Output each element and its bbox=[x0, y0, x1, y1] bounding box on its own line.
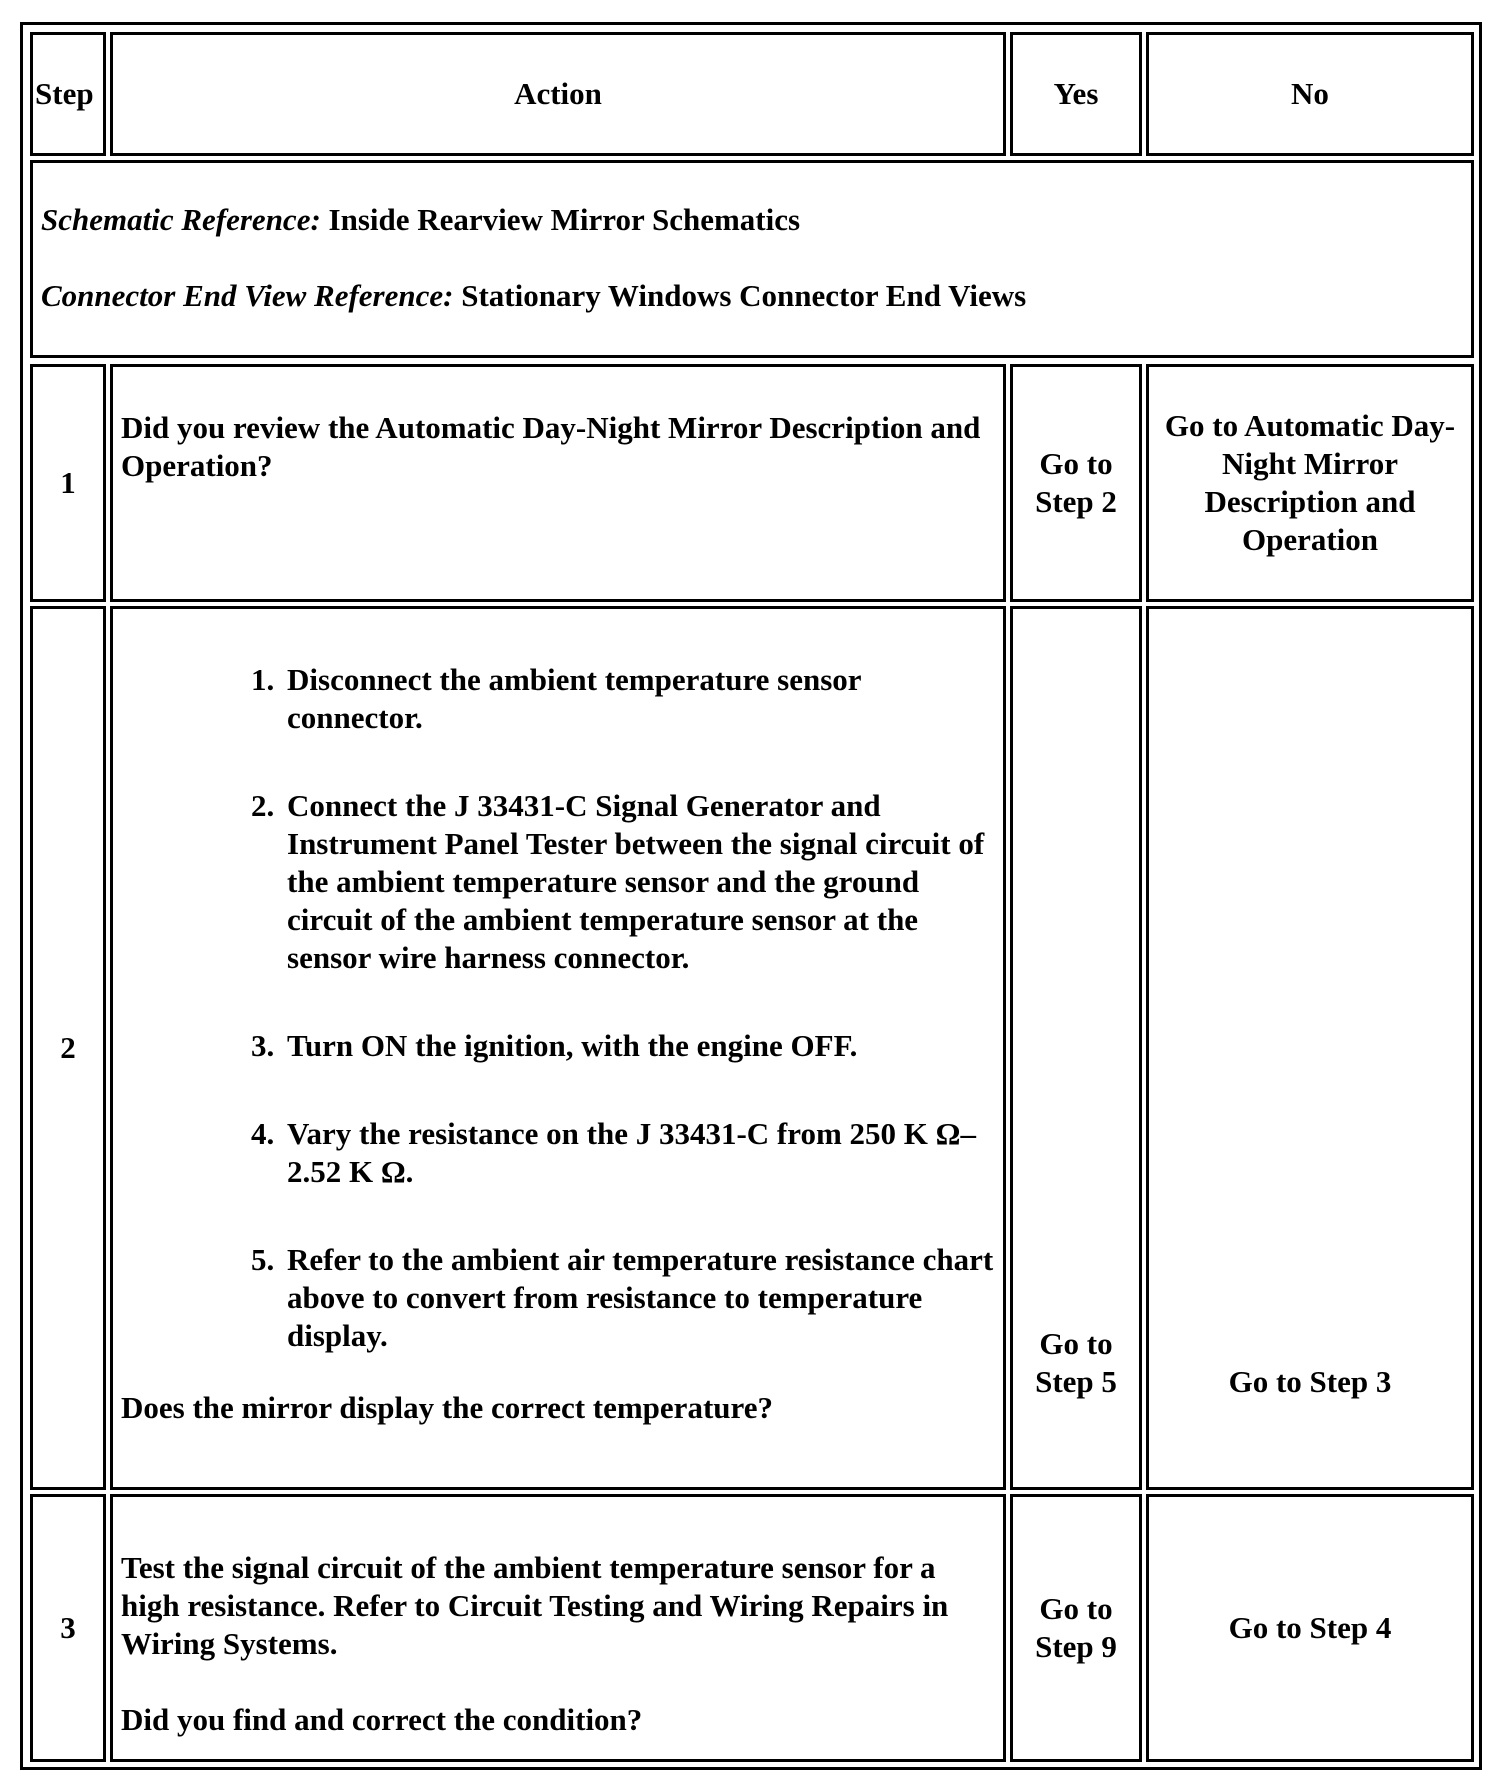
step-2-number: 2 bbox=[30, 606, 106, 1490]
substep bbox=[251, 1115, 995, 1191]
references-row bbox=[30, 160, 1474, 358]
substep bbox=[251, 661, 995, 737]
connector-reference bbox=[41, 277, 1471, 315]
substep bbox=[251, 1027, 995, 1065]
substep-text: Connect the J 33431-C Signal Generator and Instrument Panel Tester between the signal circuit of the ambient temperature sensor and the ground circuit of the ambient temperature sensor at the sensor wire harness connector. bbox=[287, 788, 985, 975]
step-1-no: Go to Automatic Day-Night Mirror Description and Operation bbox=[1146, 364, 1474, 602]
step-2-no: Go to Step 3 bbox=[1146, 606, 1474, 1490]
substep-text: Refer to the ambient air temperature resistance chart above to convert from resistance to temperature display. bbox=[287, 1242, 994, 1353]
step-3-instruction: Test the signal circuit of the ambient temperature sensor for a high resistance. Refer to Circuit Testing and Wiring Repairs in Wiring Systems. bbox=[121, 1550, 949, 1661]
substep-number: 3. bbox=[251, 1028, 275, 1063]
header-action: Action bbox=[110, 32, 1006, 156]
step-1-number: 1 bbox=[30, 364, 106, 602]
connector-reference-label: Connector End View Reference: bbox=[41, 278, 454, 313]
substep bbox=[251, 1241, 995, 1355]
step-2-question: Does the mirror display the correct temperature? bbox=[121, 1390, 773, 1425]
substep-text: Disconnect the ambient temperature sensor connector. bbox=[287, 662, 861, 735]
step-3-yes: Go to Step 9 bbox=[1010, 1494, 1142, 1762]
substep-number: 1. bbox=[251, 662, 275, 697]
substep-text: Vary the resistance on the J 33431-C from 250 K Ω–2.52 K Ω. bbox=[287, 1116, 976, 1189]
step-2-substeps bbox=[121, 661, 995, 1355]
step-3-action bbox=[110, 1494, 1006, 1762]
connector-reference-value: Stationary Windows Connector End Views bbox=[461, 278, 1027, 313]
schematic-reference bbox=[41, 201, 1471, 239]
substep-number: 5. bbox=[251, 1242, 275, 1277]
header-no: No bbox=[1146, 32, 1474, 156]
substep bbox=[251, 787, 995, 977]
step-2-action bbox=[110, 606, 1006, 1490]
substep-number: 2. bbox=[251, 788, 275, 823]
substep-text: Turn ON the ignition, with the engine OFF. bbox=[287, 1028, 858, 1063]
step-3-number: 3 bbox=[30, 1494, 106, 1762]
step-2-yes: Go to Step 5 bbox=[1010, 606, 1142, 1490]
step-3-no: Go to Step 4 bbox=[1146, 1494, 1474, 1762]
header-yes: Yes bbox=[1010, 32, 1142, 156]
step-3-question: Did you find and correct the condition? bbox=[121, 1702, 643, 1737]
header-step: Step bbox=[30, 32, 106, 156]
substep-number: 4. bbox=[251, 1116, 275, 1151]
step-1-yes: Go to Step 2 bbox=[1010, 364, 1142, 602]
schematic-reference-label: Schematic Reference: bbox=[41, 202, 321, 237]
schematic-reference-value: Inside Rearview Mirror Schematics bbox=[328, 202, 801, 237]
step-1-action: Did you review the Automatic Day-Night Mirror Description and Operation? bbox=[110, 364, 1006, 602]
